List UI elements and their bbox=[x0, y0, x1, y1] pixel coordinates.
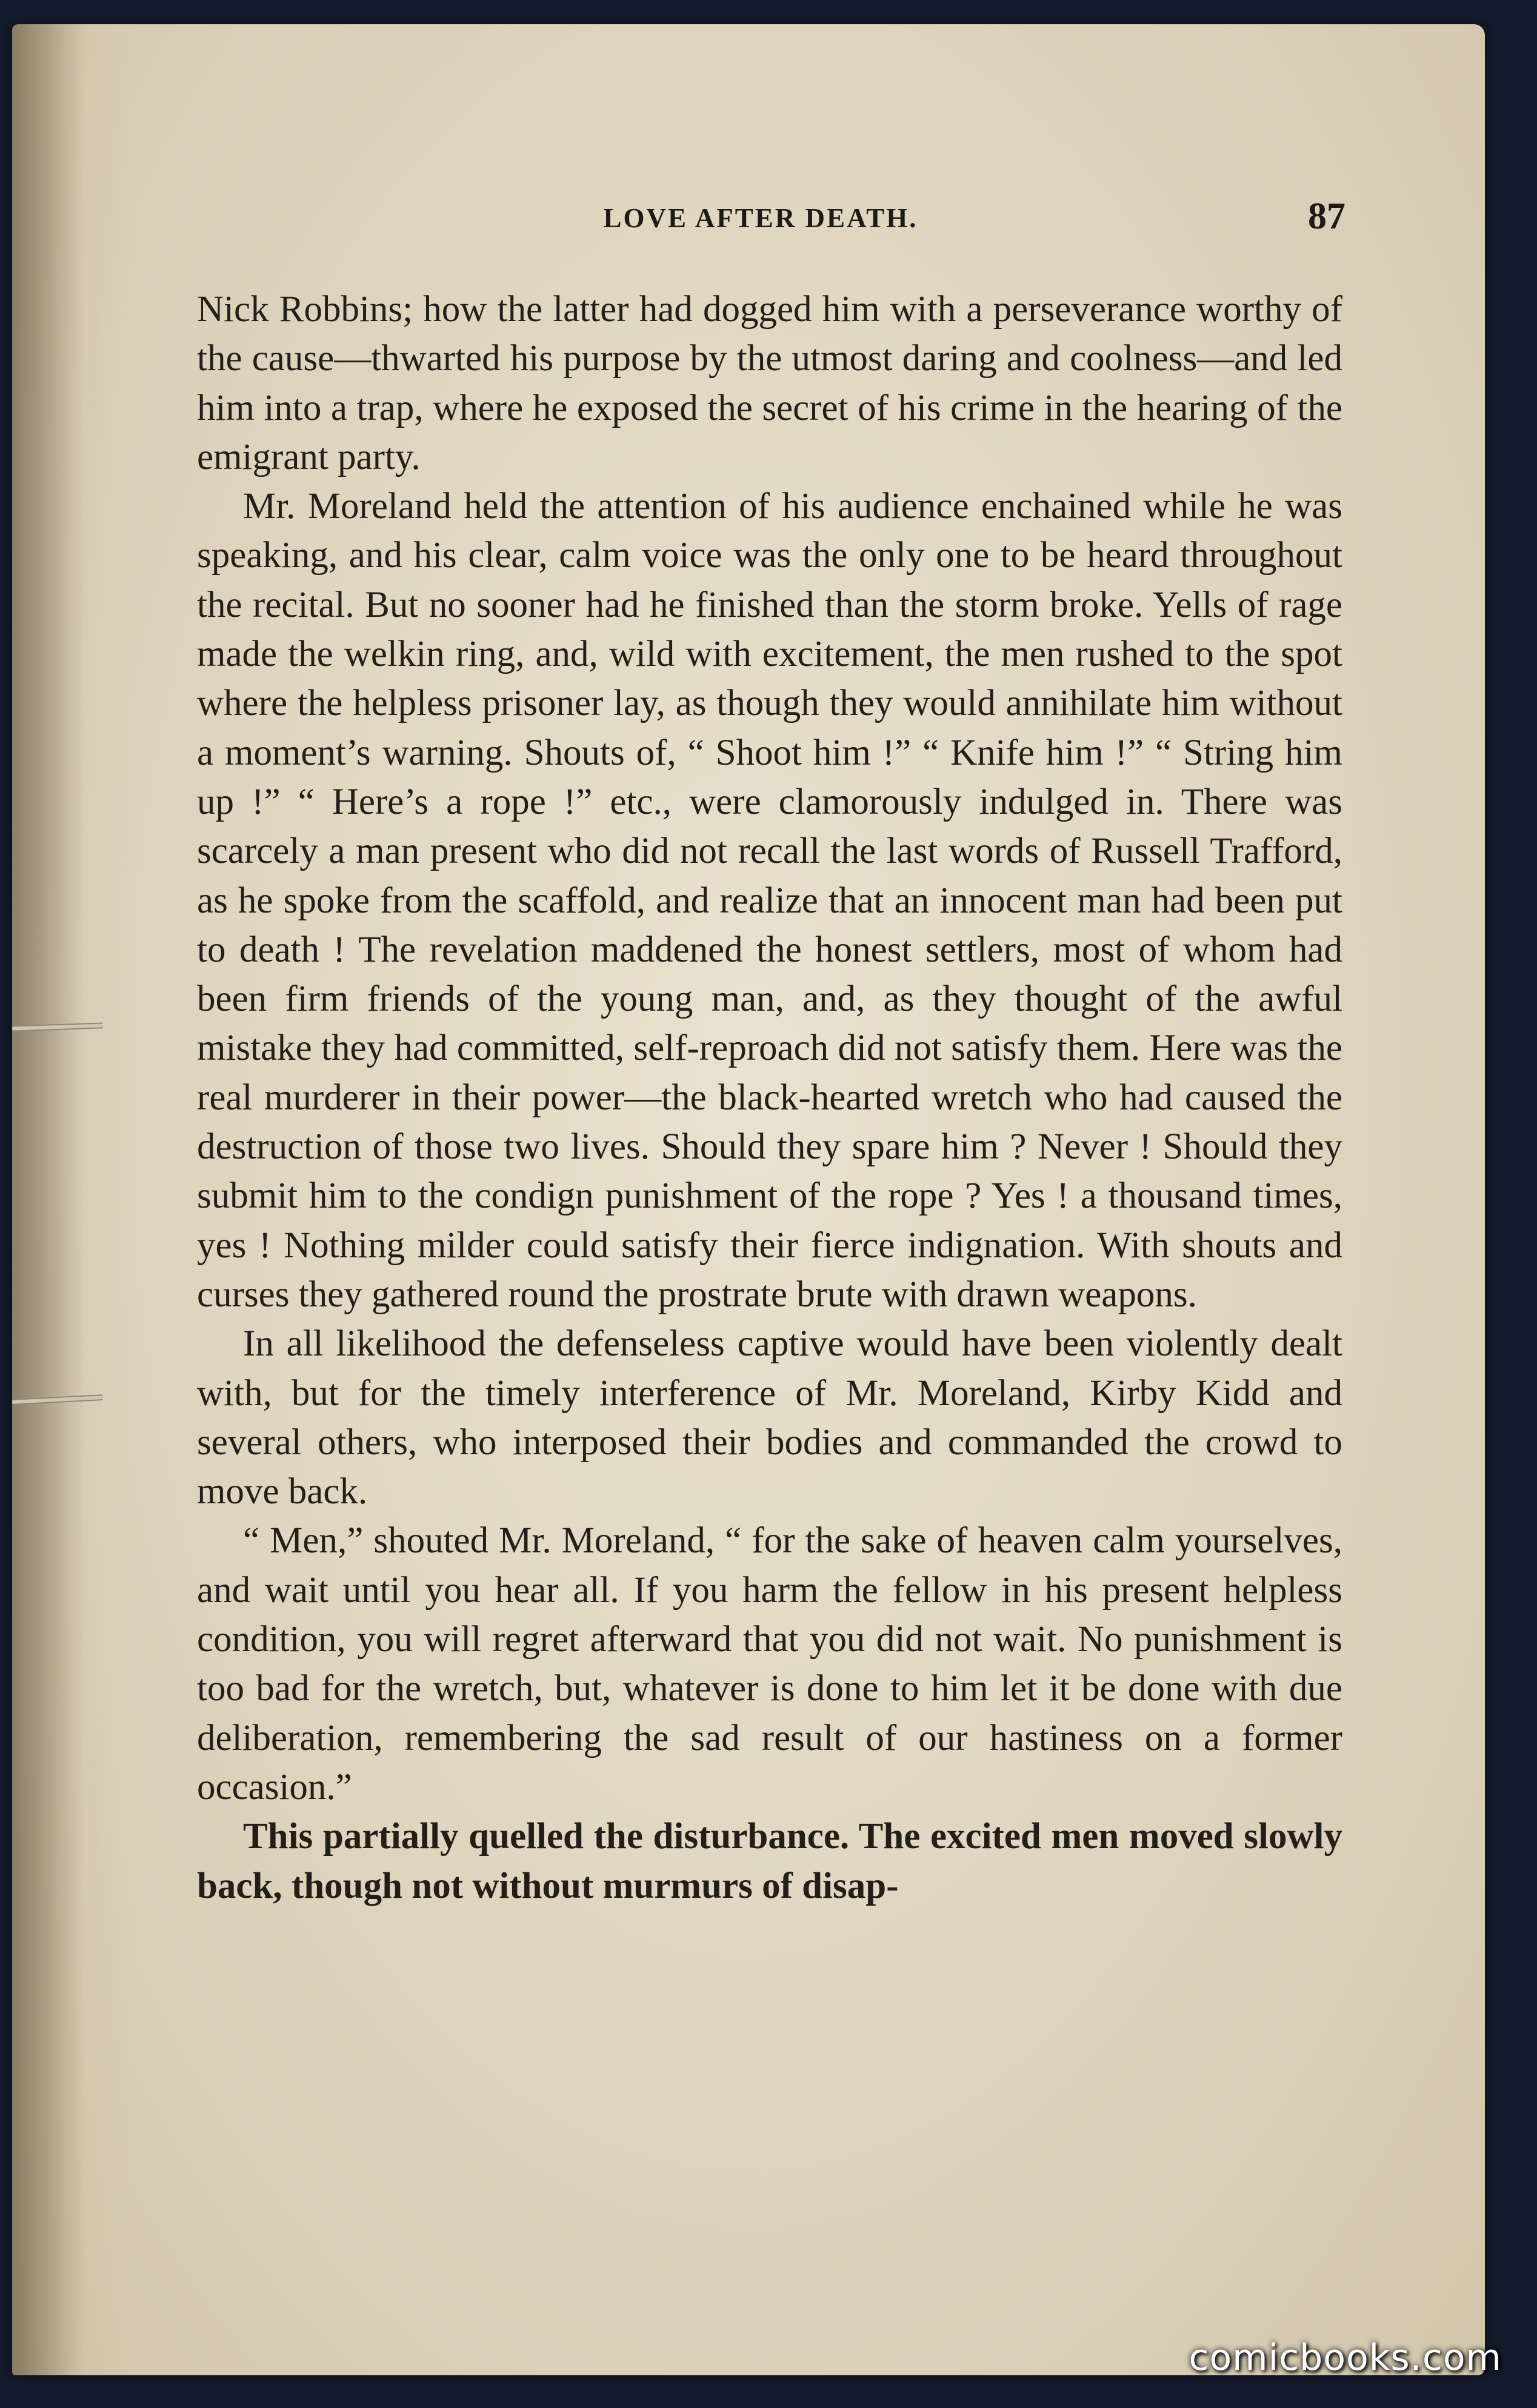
paragraph: This partially quelled the disturbance. The excited men moved slowly back, though not without murmurs of disap- bbox=[197, 1816, 1342, 1906]
paragraph: “ Men,” shouted Mr. Moreland, “ for the sake of heaven calm yourselves, and wait until you hear all. If you harm the fellow in his present helpless condition, you will regret afterward that you did not wait. No punishment is too bad for the wretch, but, whatever is done to him let it be done with due deliberation, remembering the sad result of our hastiness on a former occasion.” bbox=[197, 1520, 1342, 1808]
body-text bbox=[197, 285, 1342, 1911]
paragraph: In all likelihood the defenseless captive would have been violently dealt with, but for the timely interference of Mr. Moreland, Kirby Kidd and several others, who interposed their bodies and commanded the crowd to move back. bbox=[197, 1323, 1342, 1512]
book-page bbox=[12, 24, 1485, 2375]
page-header bbox=[176, 195, 1345, 244]
source-watermark: comicbooks.com bbox=[1189, 2336, 1502, 2379]
running-head: LOVE AFTER DEATH. bbox=[603, 203, 918, 233]
paragraph: Nick Robbins; how the latter had dogged him with a perseverance worthy of the cause—thwarted his purpose by the utmost daring and coolness—and led him into a trap, where he exposed the secret of his crime in the hearing of the emigrant party. bbox=[197, 289, 1342, 477]
binding-shadow bbox=[12, 24, 85, 2375]
paragraph: Mr. Moreland held the attention of his audience enchained while he was speaking, and his clear, calm voice was the only one to be heard throughout the recital. But no sooner had he finished than the storm broke. Yells of rage made the welkin ring, and, wild with excitement, the men rushed to the spot where the helpless prisoner lay, as though they would annihilate him without a moment’s warning. Shouts of, “ Shoot him !” “ Knife him !” “ String him up !” “ Here’s a rope !” etc., were clamorously indulged in. There was scarcely a man present who did not recall the last words of Russell Trafford, as he spoke from the scaffold, and realize that an innocent man had been put to death ! The revelation maddened the honest settlers, most of whom had been firm friends of the young man, and, as they thought of the awful mistake they had committed, self-reproach did not satisfy them. Here was the real murderer in their power—the black-hearted wretch who had caused the destruction of those two lives. Should they spare him ? Never ! Should they submit him to the condign punishment of the rope ? Yes ! a thousand times, yes ! Nothing milder could satisfy their fierce indignation. With shouts and curses they gathered round the prostrate brute with drawn weapons. bbox=[197, 486, 1342, 1315]
page-number: 87 bbox=[1308, 196, 1345, 237]
